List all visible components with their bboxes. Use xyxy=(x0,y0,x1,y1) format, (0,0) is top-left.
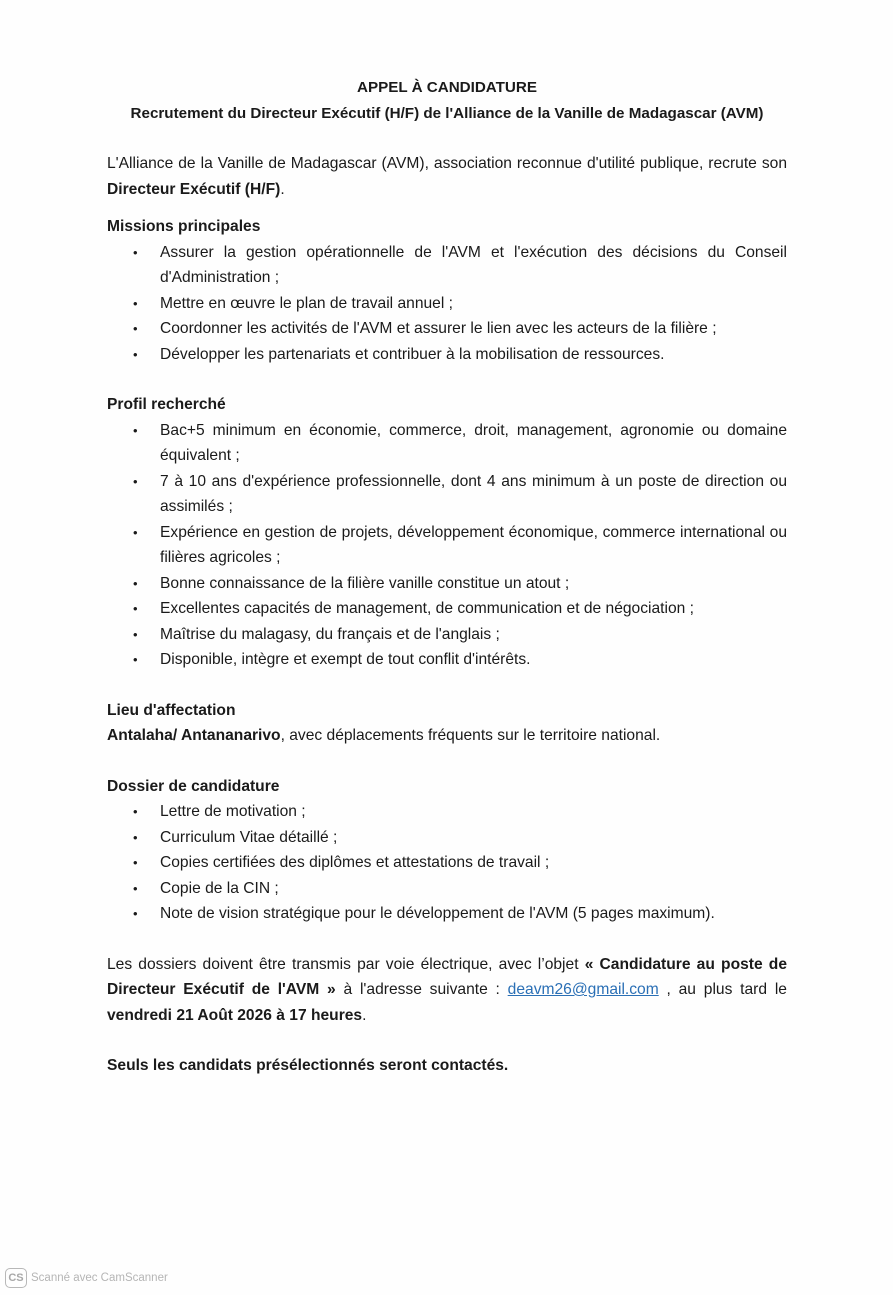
list-item xyxy=(107,418,787,469)
list-item xyxy=(107,825,787,851)
list-item-text: Curriculum Vitae détaillé ; xyxy=(160,828,338,846)
document-title: APPEL À CANDIDATURE xyxy=(356,79,537,96)
watermark-label: Scanné avec CamScanner xyxy=(31,1272,168,1284)
list-item xyxy=(107,622,787,648)
intro-text: L'Alliance de la Vanille de Madagascar (AVM), association reconnue d'utilité publique, recrute son xyxy=(107,155,787,172)
intro-period: . xyxy=(280,180,285,198)
submission-paragraph xyxy=(107,952,787,1029)
list-item-text: Mettre en œuvre le plan de travail annuel ; xyxy=(160,294,453,312)
spacer xyxy=(107,1028,787,1053)
bullet-icon: • xyxy=(133,295,138,311)
bullet-icon: • xyxy=(133,652,138,667)
list-item-text: Excellentes capacités de management, de communication et de négociation ; xyxy=(160,600,694,617)
list-item-text: Maîtrise du malagasy, du français et de l'anglais ; xyxy=(160,625,500,643)
bullet-icon: • xyxy=(133,473,138,489)
list-item xyxy=(107,799,787,825)
dossier-heading: Dossier de candidature xyxy=(107,777,280,795)
bullet-icon: • xyxy=(133,321,138,336)
submission-text: . xyxy=(362,1006,367,1024)
bullet-icon: • xyxy=(133,601,138,616)
list-item xyxy=(107,520,787,571)
document-subtitle: Recrutement du Directeur Exécutif (H/F) de l'Alliance de la Vanille de Madagascar (AVM) xyxy=(130,104,764,122)
email-link[interactable]: deavm26@gmail.com xyxy=(507,981,659,998)
intro-position-title: Directeur Exécutif (H/F) xyxy=(107,180,281,198)
submission-deadline: vendredi 21 Août 2026 à 17 heures xyxy=(107,1006,363,1024)
list-item-text: Lettre de motivation ; xyxy=(160,803,306,820)
list-item xyxy=(107,316,787,342)
list-item-text: Copie de la CIN ; xyxy=(160,879,279,897)
bullet-icon: • xyxy=(133,346,138,362)
submission-text: , au plus tard le xyxy=(658,981,787,998)
camscanner-logo-icon: CS xyxy=(5,1268,27,1288)
list-item-text: Disponible, intègre et exempt de tout conflit d'intérêts. xyxy=(160,651,531,668)
list-item-text: Coordonner les activités de l'AVM et assurer le lien avec les acteurs de la filière ; xyxy=(160,320,717,337)
list-item xyxy=(107,571,787,597)
closing-statement: Seuls les candidats présélectionnés seront contactés. xyxy=(107,1057,509,1074)
lieu-text: , avec déplacements fréquents sur le territoire national. xyxy=(280,727,661,744)
list-item xyxy=(107,596,787,622)
missions-heading: Missions principales xyxy=(107,218,261,235)
list-item-text: Assurer la gestion opérationnelle de l'AVM et l'exécution des décisions du Conseil d'Administration ; xyxy=(160,243,787,286)
lieu-location: Antalaha/ Antananarivo xyxy=(107,727,281,744)
camscanner-watermark xyxy=(5,1268,168,1288)
submission-text: Les dossiers doivent être transmis par voie électrique, avec l’objet xyxy=(107,955,585,973)
list-item-text: Bonne connaissance de la filière vanille constitue un atout ; xyxy=(160,574,570,592)
bullet-icon: • xyxy=(133,244,138,260)
list-item-text: Expérience en gestion de projets, développement économique, commerce international ou filières agricoles ; xyxy=(160,523,787,566)
bullet-icon: • xyxy=(133,422,138,438)
list-item xyxy=(107,469,787,520)
lieu-heading: Lieu d'affectation xyxy=(107,701,236,719)
bullet-icon: • xyxy=(133,575,138,591)
missions-list xyxy=(107,240,787,368)
document-content xyxy=(107,75,787,1079)
list-item xyxy=(107,291,787,317)
bullet-icon: • xyxy=(133,804,138,819)
list-item-text: Bac+5 minimum en économie, commerce, droit, management, agronomie ou domaine équivalent ; xyxy=(160,421,787,464)
bullet-icon: • xyxy=(133,855,138,870)
bullet-icon: • xyxy=(133,524,138,540)
list-item xyxy=(107,647,787,673)
list-item-text: Note de vision stratégique pour le développement de l'AVM (5 pages maximum). xyxy=(160,905,715,922)
list-item xyxy=(107,876,787,902)
list-item-text: Développer les partenariats et contribuer à la mobilisation de ressources. xyxy=(160,345,665,363)
bullet-icon: • xyxy=(133,906,138,921)
list-item-text: 7 à 10 ans d'expérience professionnelle, dont 4 ans minimum à un poste de direction ou assimilés ; xyxy=(160,472,787,515)
spacer xyxy=(107,927,787,952)
bullet-icon: • xyxy=(133,829,138,845)
lieu-paragraph xyxy=(107,723,787,749)
submission-text: à l'adresse suivante : xyxy=(335,981,508,998)
list-item xyxy=(107,850,787,876)
submission-subject: « Candidature au poste de Directeur Exécutif de l'AVM » xyxy=(107,955,787,998)
intro-paragraph xyxy=(107,151,787,202)
list-item xyxy=(107,901,787,927)
dossier-list xyxy=(107,799,787,927)
list-item-text: Copies certifiées des diplômes et attestations de travail ; xyxy=(160,854,550,871)
list-item xyxy=(107,240,787,291)
profil-heading: Profil recherché xyxy=(107,396,226,413)
list-item xyxy=(107,342,787,368)
bullet-icon: • xyxy=(133,880,138,896)
bullet-icon: • xyxy=(133,626,138,642)
profil-list xyxy=(107,418,787,673)
